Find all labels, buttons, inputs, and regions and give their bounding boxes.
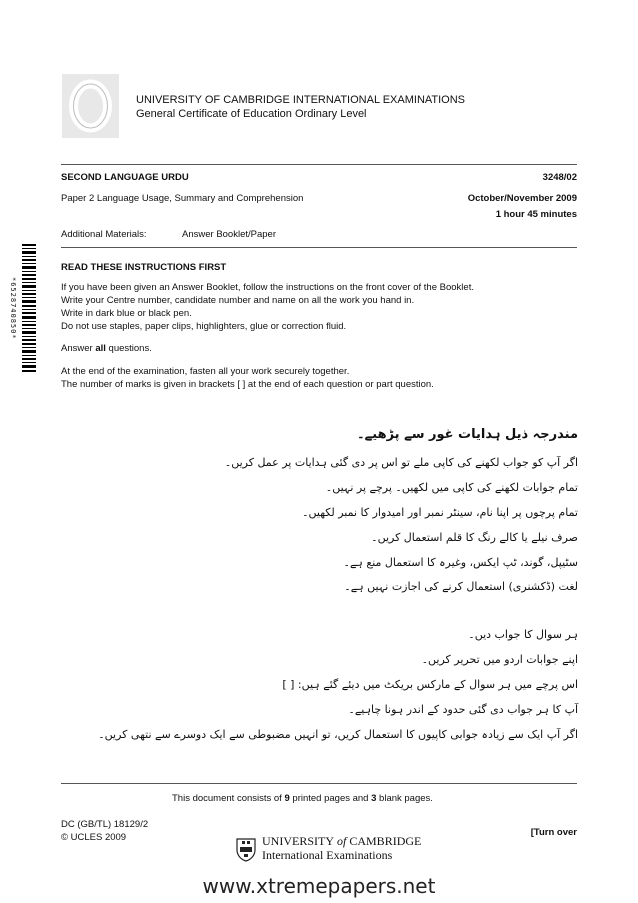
divider [61, 247, 577, 248]
materials-label: Additional Materials: [61, 229, 147, 240]
exam-session: October/November 2009 [467, 193, 577, 204]
cambridge-subtitle: International Examinations [262, 848, 393, 862]
urdu-instruction: ہر سوال کا جواب دیں۔ [468, 628, 578, 641]
end-instruction-line: At the end of the examination, fasten all your work securely together. [61, 366, 350, 377]
pages-middle: printed pages and [289, 793, 372, 804]
urdu-instruction: سٹیپل، گوند، ٹپ ایکس، وغیرہ کا استعمال منع ہے۔ [343, 556, 578, 569]
urdu-instruction: اگر آپ کو جواب لکھنے کی کاپی ملے تو اس پر دی گئی ہدایات پر عمل کریں۔ [224, 456, 578, 469]
o-level-logo-graphic [62, 74, 119, 138]
cambridge-crest-icon [236, 838, 256, 862]
cambridge-word-1: UNIVERSITY [262, 834, 334, 848]
instructions-heading: READ THESE INSTRUCTIONS FIRST [61, 262, 227, 273]
turn-over: [Turn over [530, 827, 577, 838]
barcode-graphic [22, 244, 36, 372]
divider [61, 164, 577, 165]
document-reference: DC (GB/TL) 18129/2 [61, 819, 149, 830]
end-instruction-line: The number of marks is given in brackets [ ] at the end of each question or part question. [61, 379, 434, 390]
org-name: UNIVERSITY OF CAMBRIDGE INTERNATIONAL EXAMINATIONS [136, 94, 466, 106]
urdu-instruction: تمام جوابات لکھنے کی کاپی میں لکھیں۔ پرچے پر نہیں۔ [325, 481, 578, 494]
urdu-instruction: اگر آپ ایک سے زیادہ جوابی کاپیوں کا استعمال کریں، تو انہیں مضبوطی سے ایک دوسرے سے نتھی کریں۔ [98, 728, 578, 741]
pages-suffix: blank pages. [376, 793, 433, 804]
blank-count: 3 [371, 793, 377, 804]
answer-instruction [61, 342, 152, 355]
answer-all: all [95, 343, 106, 354]
urdu-instruction: صرف نیلے یا کالے رنگ کا قلم استعمال کریں۔ [371, 531, 578, 544]
barcode-number: *6528740850* [9, 276, 17, 340]
watermark: www.xtremepapers.net [202, 874, 436, 898]
urdu-instruction: اپنے جوابات اردو میں تحریر کریں۔ [421, 653, 578, 666]
urdu-instruction: لغت (ڈکشنری) استعمال کرنے کی اجازت نہیں ہے۔ [344, 580, 578, 593]
answer-suffix: questions. [105, 343, 152, 354]
urdu-heading: مندرجہ ذیل ہدایات غور سے پڑھیے۔ [357, 427, 578, 442]
paper-code: 3248/02 [542, 172, 577, 183]
instruction-line: Write your Centre number, candidate number and name on all the work you hand in. [61, 295, 415, 306]
pages-prefix: This document consists of [172, 793, 285, 804]
divider [61, 783, 577, 784]
instruction-line: Do not use staples, paper clips, highlighters, glue or correction fluid. [61, 321, 347, 332]
printed-count: 9 [284, 793, 290, 804]
paper-title: Paper 2 Language Usage, Summary and Comprehension [61, 193, 304, 204]
o-level-logo [62, 74, 119, 138]
cambridge-name [262, 835, 421, 848]
certificate-name: General Certificate of Education Ordinary Level [136, 108, 367, 120]
materials-value: Answer Booklet/Paper [182, 229, 276, 240]
subject-title: SECOND LANGUAGE URDU [61, 172, 189, 183]
page-count-note [172, 792, 433, 805]
urdu-instruction: تمام پرچوں پر اپنا نام، سینٹر نمبر اور امیدوار کا نمبر لکھیں۔ [302, 506, 578, 519]
copyright: © UCLES 2009 [61, 832, 127, 843]
cambridge-word-2: CAMBRIDGE [349, 834, 422, 848]
instruction-line: If you have been given an Answer Booklet, follow the instructions on the front cover of the Booklet. [61, 282, 474, 293]
exam-duration: 1 hour 45 minutes [495, 209, 577, 220]
instruction-line: Write in dark blue or black pen. [61, 308, 192, 319]
answer-prefix: Answer [61, 343, 96, 354]
urdu-instruction: آپ کا ہر جواب دی گئی حدود کے اندر ہونا چاہیے۔ [348, 703, 578, 716]
urdu-instruction: اس پرچے میں ہر سوال کے مارکس بریکٹ میں دیئے گئے ہیں: [ ] [282, 678, 578, 691]
cambridge-word-of: of [334, 834, 350, 848]
